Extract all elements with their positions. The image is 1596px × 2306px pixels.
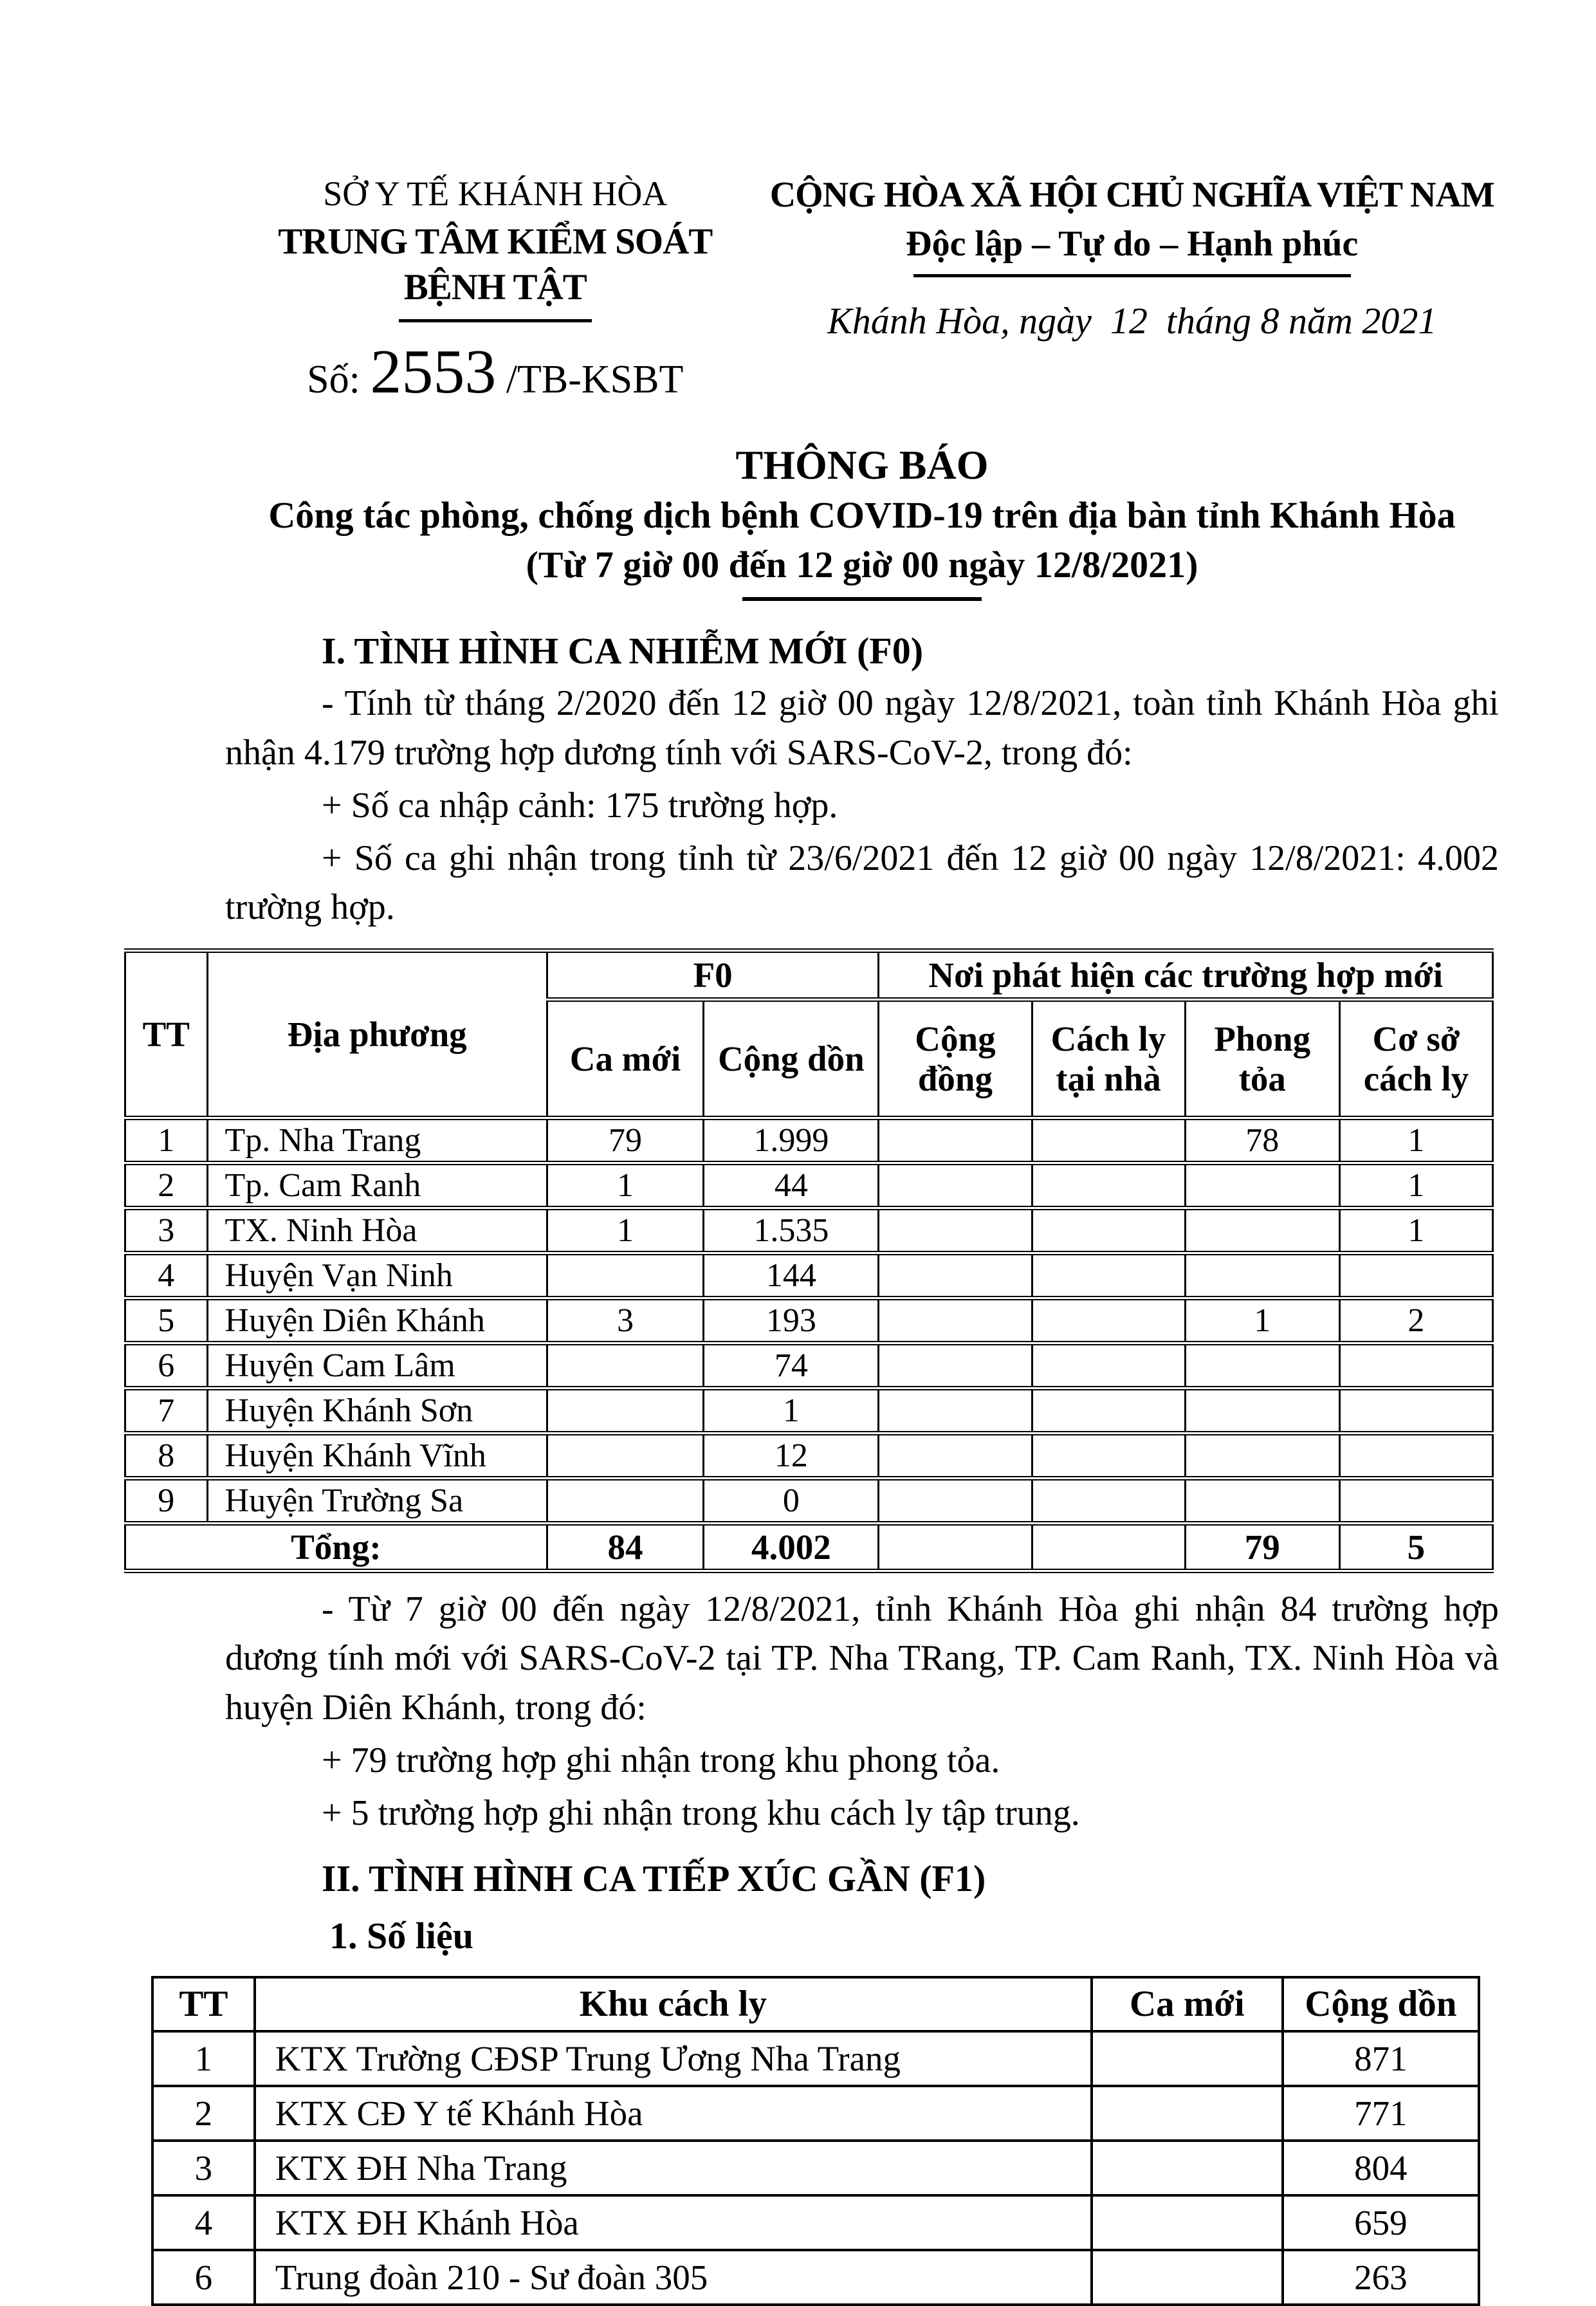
- cell-phongtoa: [1185, 1208, 1339, 1253]
- cell-camoi: 79: [547, 1118, 703, 1163]
- doc-title-block: [225, 439, 1499, 601]
- cell-diaphuong: Huyện Trường Sa: [207, 1479, 547, 1524]
- cell-coso: 1: [1339, 1163, 1492, 1208]
- cell-khucachly: KTX CĐ Y tế Khánh Hòa: [255, 2086, 1092, 2141]
- table-row: [125, 1118, 1493, 1163]
- table-row: [152, 2141, 1479, 2195]
- paragraph: - Tính từ tháng 2/2020 đến 12 giờ 00 ngày 12/8/2021, toàn tỉnh Khánh Hòa ghi nhận 4.179 trường hợp dương tính với SARS-CoV-2, trong đó:: [225, 683, 1499, 773]
- col-header-congdon: Cộng dồn: [704, 1000, 879, 1118]
- cell-camoi: [1092, 2195, 1283, 2250]
- table-row: [152, 2086, 1479, 2141]
- cell-congdong: [879, 1479, 1032, 1524]
- cell-tt: 1: [125, 1118, 208, 1163]
- cell-phongtoa: [1185, 1434, 1339, 1479]
- cell-camoi: [547, 1253, 703, 1298]
- org-name: TRUNG TÂM KIỂM SOÁT BỆNH TẬT: [278, 221, 713, 308]
- doc-time-range: (Từ 7 giờ 00 đến 12 giờ 00 ngày 12/8/2021): [526, 543, 1198, 586]
- cell-congdon: 1.535: [704, 1208, 879, 1253]
- col-group-noi-phat-hien: Nơi phát hiện các trường hợp mới: [879, 951, 1493, 1000]
- motto-underline-divider: [913, 274, 1351, 277]
- cell-khucachly: KTX ĐH Nha Trang: [255, 2141, 1092, 2195]
- cell-tt: 8: [125, 1434, 208, 1479]
- cell-camoi: 3: [547, 1298, 703, 1343]
- section-2-heading: II. TÌNH HÌNH CA TIẾP XÚC GẦN (F1): [322, 1858, 986, 1900]
- table-header-row: [125, 951, 1493, 1000]
- cell-phongtoa: 1: [1185, 1298, 1339, 1343]
- cell-cachly: [1032, 1434, 1185, 1479]
- cell-tt: 4: [152, 2195, 255, 2250]
- cell-phongtoa: [1185, 1479, 1339, 1524]
- col-header-coso: Cơ sở cách ly: [1339, 1000, 1492, 1118]
- doc-subtitle: Công tác phòng, chống dịch bệnh COVID-19 trên địa bàn tỉnh Khánh Hòa: [268, 494, 1456, 536]
- cell-tt: 4: [125, 1253, 208, 1298]
- cell-congdon: 871: [1283, 2031, 1479, 2086]
- cell-khucachly: KTX Trường CĐSP Trung Ương Nha Trang: [255, 2031, 1092, 2086]
- cell-congdon: 1.999: [704, 1118, 879, 1163]
- cell-congdon: 44: [704, 1163, 879, 1208]
- section-1-heading: I. TÌNH HÌNH CA NHIỄM MỚI (F0): [322, 630, 924, 672]
- cell-tt: 2: [125, 1163, 208, 1208]
- cell-tt: 3: [125, 1208, 208, 1253]
- col-header-tt: TT: [125, 951, 208, 1118]
- table-total-row: [125, 1524, 1493, 1571]
- cell-cachly: [1032, 1253, 1185, 1298]
- cell-total-camoi: 84: [547, 1524, 703, 1571]
- cell-phongtoa: [1185, 1253, 1339, 1298]
- cell-tt: 3: [152, 2141, 255, 2195]
- col-header-congdong: Cộng đồng: [879, 1000, 1032, 1118]
- table-row: [152, 2195, 1479, 2250]
- cell-diaphuong: TX. Ninh Hòa: [207, 1208, 547, 1253]
- cell-diaphuong: Tp. Cam Ranh: [207, 1163, 547, 1208]
- paragraph: + 79 trường hợp ghi nhận trong khu phong tỏa.: [322, 1740, 1000, 1780]
- col-header-tt: TT: [152, 1977, 255, 2031]
- table-row: [125, 1253, 1493, 1298]
- cell-coso: [1339, 1434, 1492, 1479]
- cell-camoi: 1: [547, 1163, 703, 1208]
- issuing-org-block: [225, 172, 766, 407]
- section-2-sub-heading: 1. Số liệu: [329, 1915, 473, 1957]
- cell-diaphuong: Huyện Cam Lâm: [207, 1343, 547, 1388]
- table-row: [152, 2031, 1479, 2086]
- table-row: [125, 1388, 1493, 1434]
- cell-cachly: [1032, 1479, 1185, 1524]
- paragraph: - Từ 7 giờ 00 đến ngày 12/8/2021, tỉnh Khánh Hòa ghi nhận 84 trường hợp dương tính mới với SARS-CoV-2 tại TP. Nha TRang, TP. Cam Ranh, TX. Ninh Hòa và huyện Diên Khánh, trong đó:: [225, 1589, 1499, 1728]
- cell-camoi: [1092, 2141, 1283, 2195]
- f0-table: [124, 948, 1494, 1573]
- cell-congdong: [879, 1343, 1032, 1388]
- cell-coso: 1: [1339, 1208, 1492, 1253]
- cell-camoi: [547, 1343, 703, 1388]
- cell-diaphuong: Huyện Vạn Ninh: [207, 1253, 547, 1298]
- col-header-cachly: Cách ly tại nhà: [1032, 1000, 1185, 1118]
- table-row: [152, 2250, 1479, 2305]
- col-header-camoi: Ca mới: [547, 1000, 703, 1118]
- cell-congdong: [879, 1253, 1032, 1298]
- doc-number-suffix: /TB-KSBT: [506, 358, 684, 401]
- cell-coso: [1339, 1253, 1492, 1298]
- doc-number-label: Số:: [307, 358, 360, 401]
- cell-congdong: [879, 1434, 1032, 1479]
- cell-coso: 2: [1339, 1298, 1492, 1343]
- cell-camoi: [1092, 2086, 1283, 2141]
- table-row: [125, 1163, 1493, 1208]
- col-header-camoi: Ca mới: [1092, 1977, 1283, 2031]
- cell-total-phongtoa: 79: [1185, 1524, 1339, 1571]
- cell-tt: 6: [125, 1343, 208, 1388]
- cell-khucachly: KTX ĐH Khánh Hòa: [255, 2195, 1092, 2250]
- document-header: [225, 172, 1499, 407]
- cell-phongtoa: [1185, 1388, 1339, 1434]
- paragraph: + Số ca ghi nhận trong tỉnh từ 23/6/2021 đến 12 giờ 00 ngày 12/8/2021: 4.002 trường hợp.: [225, 838, 1499, 928]
- col-group-f0: F0: [547, 951, 879, 1000]
- doc-number-value: 2553: [370, 337, 497, 407]
- cell-total-congdong: [879, 1524, 1032, 1571]
- cell-congdon: 659: [1283, 2195, 1479, 2250]
- cell-cachly: [1032, 1163, 1185, 1208]
- cell-khucachly: Trung đoàn 210 - Sư đoàn 305: [255, 2250, 1092, 2305]
- paragraph: + Số ca nhập cảnh: 175 trường hợp.: [322, 785, 838, 826]
- cell-cachly: [1032, 1298, 1185, 1343]
- cell-diaphuong: Huyện Diên Khánh: [207, 1298, 547, 1343]
- cell-congdon: 0: [704, 1479, 879, 1524]
- cell-congdon: 1: [704, 1388, 879, 1434]
- cell-phongtoa: [1185, 1163, 1339, 1208]
- col-header-phongtoa: Phong tỏa: [1185, 1000, 1339, 1118]
- col-header-diaphuong: Địa phương: [207, 951, 547, 1118]
- cell-coso: 1: [1339, 1118, 1492, 1163]
- col-header-khucachly: Khu cách ly: [255, 1977, 1092, 2031]
- cell-total-cachly: [1032, 1524, 1185, 1571]
- cell-camoi: [547, 1388, 703, 1434]
- cell-tt: 9: [125, 1479, 208, 1524]
- cell-tt: 5: [125, 1298, 208, 1343]
- cell-camoi: [547, 1479, 703, 1524]
- cell-congdong: [879, 1208, 1032, 1253]
- cell-congdong: [879, 1298, 1032, 1343]
- cell-congdong: [879, 1163, 1032, 1208]
- cell-tt: 1: [152, 2031, 255, 2086]
- national-header: CỘNG HÒA XÃ HỘI CHỦ NGHĨA VIỆT NAM: [769, 175, 1494, 215]
- cell-cachly: [1032, 1343, 1185, 1388]
- table-row: [125, 1208, 1493, 1253]
- cell-phongtoa: 78: [1185, 1118, 1339, 1163]
- table-row: [125, 1343, 1493, 1388]
- org-underline-divider: [399, 319, 592, 322]
- cell-congdon: 263: [1283, 2250, 1479, 2305]
- cell-congdon: 804: [1283, 2141, 1479, 2195]
- cell-total-congdon: 4.002: [704, 1524, 879, 1571]
- national-motto-block: [766, 172, 1499, 403]
- cell-diaphuong: Tp. Nha Trang: [207, 1118, 547, 1163]
- f1-table: [151, 1976, 1480, 2306]
- cell-congdon: 12: [704, 1434, 879, 1479]
- parent-org-name: SỞ Y TẾ KHÁNH HÒA: [323, 174, 668, 213]
- cell-diaphuong: Huyện Khánh Vĩnh: [207, 1434, 547, 1479]
- cell-tt: 2: [152, 2086, 255, 2141]
- cell-total-label: Tổng:: [125, 1524, 547, 1571]
- cell-congdong: [879, 1388, 1032, 1434]
- table-row: [125, 1298, 1493, 1343]
- table-row: [125, 1479, 1493, 1524]
- cell-congdon: 771: [1283, 2086, 1479, 2141]
- doc-number-line: [225, 337, 766, 407]
- cell-camoi: [547, 1434, 703, 1479]
- cell-coso: [1339, 1343, 1492, 1388]
- title-divider: [742, 597, 982, 601]
- doc-place-date: Khánh Hòa, ngày 12 tháng 8 năm 2021: [827, 300, 1437, 342]
- cell-cachly: [1032, 1118, 1185, 1163]
- cell-camoi: [1092, 2031, 1283, 2086]
- cell-diaphuong: Huyện Khánh Sơn: [207, 1388, 547, 1434]
- paragraph: + 5 trường hợp ghi nhận trong khu cách ly tập trung.: [322, 1793, 1080, 1833]
- national-motto: Độc lập – Tự do – Hạnh phúc: [906, 224, 1359, 264]
- table-row: [125, 1434, 1493, 1479]
- doc-title: THÔNG BÁO: [735, 442, 989, 488]
- cell-congdong: [879, 1118, 1032, 1163]
- cell-coso: [1339, 1388, 1492, 1434]
- cell-phongtoa: [1185, 1343, 1339, 1388]
- cell-coso: [1339, 1479, 1492, 1524]
- cell-camoi: [1092, 2250, 1283, 2305]
- cell-congdon: 193: [704, 1298, 879, 1343]
- cell-camoi: 1: [547, 1208, 703, 1253]
- cell-tt: 7: [125, 1388, 208, 1434]
- cell-cachly: [1032, 1208, 1185, 1253]
- cell-total-coso: 5: [1339, 1524, 1492, 1571]
- cell-tt: 6: [152, 2250, 255, 2305]
- cell-cachly: [1032, 1388, 1185, 1434]
- cell-congdon: 74: [704, 1343, 879, 1388]
- cell-congdon: 144: [704, 1253, 879, 1298]
- table-header-row: [152, 1977, 1479, 2031]
- col-header-congdon: Cộng dồn: [1283, 1977, 1479, 2031]
